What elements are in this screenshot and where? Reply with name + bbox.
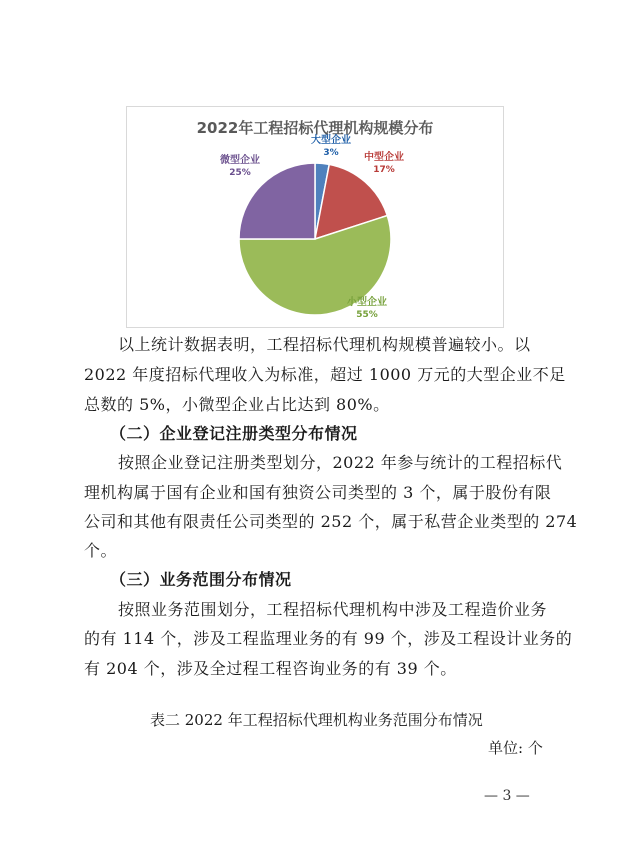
paragraph-2-line-4: 个。 [84, 541, 118, 560]
pie-pct-micro: 25% [229, 168, 251, 178]
paragraph-1-line-2: 2022 年度招标代理收入为标准，超过 1000 万元的大型企业不足 [84, 365, 566, 384]
paragraph-3-line-1: 按照业务范围划分，工程招标代理机构中涉及工程造价业务 [118, 600, 548, 619]
pie-label-medium: 中型企业 [364, 152, 404, 163]
pie-pct-small: 55% [356, 310, 378, 320]
paragraph-1-line-1: 以上统计数据表明，工程招标代理机构规模普遍较小。以 [118, 335, 531, 354]
paragraph-3-line-2: 的有 114 个，涉及工程监理业务的有 99 个，涉及工程设计业务的 [84, 629, 573, 648]
paragraph-3-line-3: 有 204 个，涉及全过程工程咨询业务的有 39 个。 [84, 659, 457, 678]
chart-title: 2022年工程招标代理机构规模分布 [196, 119, 434, 137]
pie-label-micro: 微型企业 [220, 155, 260, 166]
pie-slices [239, 163, 391, 315]
pie-pct-medium: 17% [373, 165, 395, 175]
pie-chart-svg [127, 107, 503, 327]
section-heading-3: （三）业务范围分布情况 [110, 570, 292, 589]
pie-label-large: 大型企业 [311, 135, 351, 146]
pie-pct-large: 3% [323, 148, 339, 158]
paragraph-2-line-2: 理机构属于国有企业和国有独资公司类型的 3 个，属于股份有限 [84, 483, 552, 502]
table-unit: 单位: 个 [488, 739, 543, 757]
page-number: — 3 — [484, 788, 530, 804]
section-heading-2: （二）企业登记注册类型分布情况 [110, 424, 358, 443]
pie-label-small: 小型企业 [347, 297, 387, 308]
paragraph-2-line-3: 公司和其他有限责任公司类型的 252 个，属于私营企业类型的 274 [84, 512, 578, 531]
pie-chart [126, 106, 504, 328]
table-caption: 表二 2022 年工程招标代理机构业务范围分布情况 [150, 711, 483, 729]
paragraph-1-line-3: 总数的 5%，小微型企业占比达到 80%。 [84, 395, 390, 414]
paragraph-2-line-1: 按照企业登记注册类型划分，2022 年参与统计的工程招标代 [118, 453, 563, 472]
